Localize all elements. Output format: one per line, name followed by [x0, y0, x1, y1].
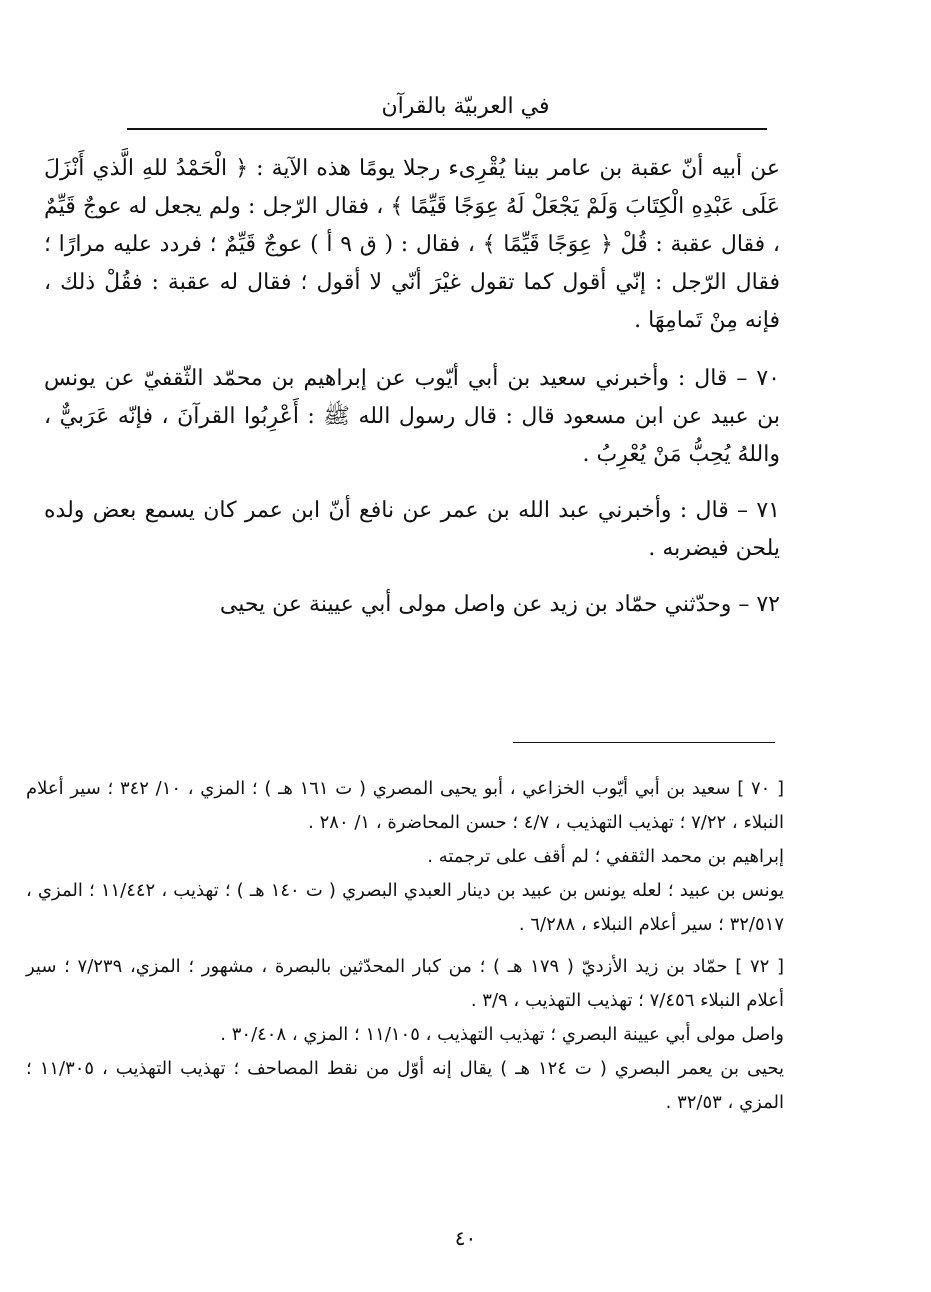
footnote-70-yunus: يونس بن عبيد ؛ لعله يونس بن عبيد بن دينار العبدي البصري ( ت ١٤٠ هـ ) ؛ تهذيب ، ١١/٤٤٢ ؛ المزي ، ٣٢/٥١٧ ؛ سير أعلام النبلاء ، ٦/٢٨٨ .	[26, 880, 784, 935]
footnotes	[26, 772, 784, 1120]
paragraph-72: ٧٢ – وحدّثني حمّاد بن زيد عن واصل مولى أبي عيينة عن يحيى	[219, 592, 780, 617]
page-number: ٤٠	[454, 1226, 477, 1250]
paragraph-71: ٧١ – قال : وأخبرني عبد الله بن عمر عن نافع أنّ ابن عمر كان يسمع بعض ولده يلحن فيضربه .	[44, 498, 780, 561]
footnote-rule	[513, 742, 775, 743]
running-title: في العربيّة بالقرآن	[381, 94, 550, 119]
paragraph-70: ٧٠ – قال : وأخبرني سعيد بن أبي أيّوب عن إبراهيم بن محمّد الثّقفيّ عن يونس بن عبيد عن ابن مسعود قال : قال رسول الله ﷺ : أَعْرِبُوا القرآنَ ، فإنّه عَرَبيٌّ ، واللهُ يُحِبُّ مَنْ يُعْرِبُ .	[44, 366, 780, 467]
main-text	[44, 150, 780, 642]
footnote-72-hammad: [ ٧٢ ] حمّاد بن زيد الأزديّ ( ١٧٩ هـ ) ؛ من كبار المحدّثين بالبصرة ، مشهور ؛ المزي، ٧/٢٣٩ ؛ سير أعلام النبلاء ٧/٤٥٦ ؛ تهذيب التهذيب ، ٣/٩ .	[26, 956, 784, 1011]
footnote-70-said: [ ٧٠ ] سعيد بن أبي أيّوب الخزاعي ، أبو يحيى المصري ( ت ١٦١ هـ ) ؛ المزي ، ١٠/ ٣٤٢ ؛ سير أعلام النبلاء ، ٧/٢٢ ؛ تهذيب التهذيب ، ٤/٧ ؛ حسن المحاضرة ، ١/ ٢٨٠ .	[26, 778, 785, 833]
footnote-72-yahya: يحيى بن يعمر البصري ( ت ١٢٤ هـ ) يقال إنه أوّل من نقط المصاحف ؛ تهذيب التهذيب ، ١١/٣٠٥ ؛ المزي ، ٣٢/٥٣ .	[26, 1058, 785, 1113]
paragraph-continuation: عن أبيه أنّ عقبة بن عامر بينا يُقْرِىء رجلا يومًا هذه الآية : ﴿ الْحَمْدُ للهِ الَّذي أَنْزَلَ عَلَى عَبْدِهِ الْكِتَابَ وَلَمْ يَجْعَلْ لَهُ عِوَجًا قَيِّمًا ﴾ ، فقال الرّجل : ولم يجعل له عوجٌ قَيِّمٌ ، فقال عقبة : قُلْ ﴿ عِوَجًا قَيِّمًا ﴾ ، فقال : ( ق ٩ أ ) عوجٌ قَيِّمٌ ؛ فردد عليه مرارًا ؛ فقال الرّجل : إنّي أقول كما تقول غيْرَ أنّي لا أقول ؛ فقال له عقبة : فقُلْ ذلك ، فإنه مِنْ تَمامِهَا .	[44, 156, 780, 333]
header-rule	[127, 128, 767, 130]
footnote-72-wasil: واصل مولى أبي عيينة البصري ؛ تهذيب التهذيب ، ١١/١٠٥ ؛ المزي ، ٣٠/٤٠٨ .	[220, 1024, 784, 1045]
footnote-70-ibrahim: إبراهيم بن محمد الثقفي ؛ لم أقف على ترجمته .	[427, 846, 784, 867]
